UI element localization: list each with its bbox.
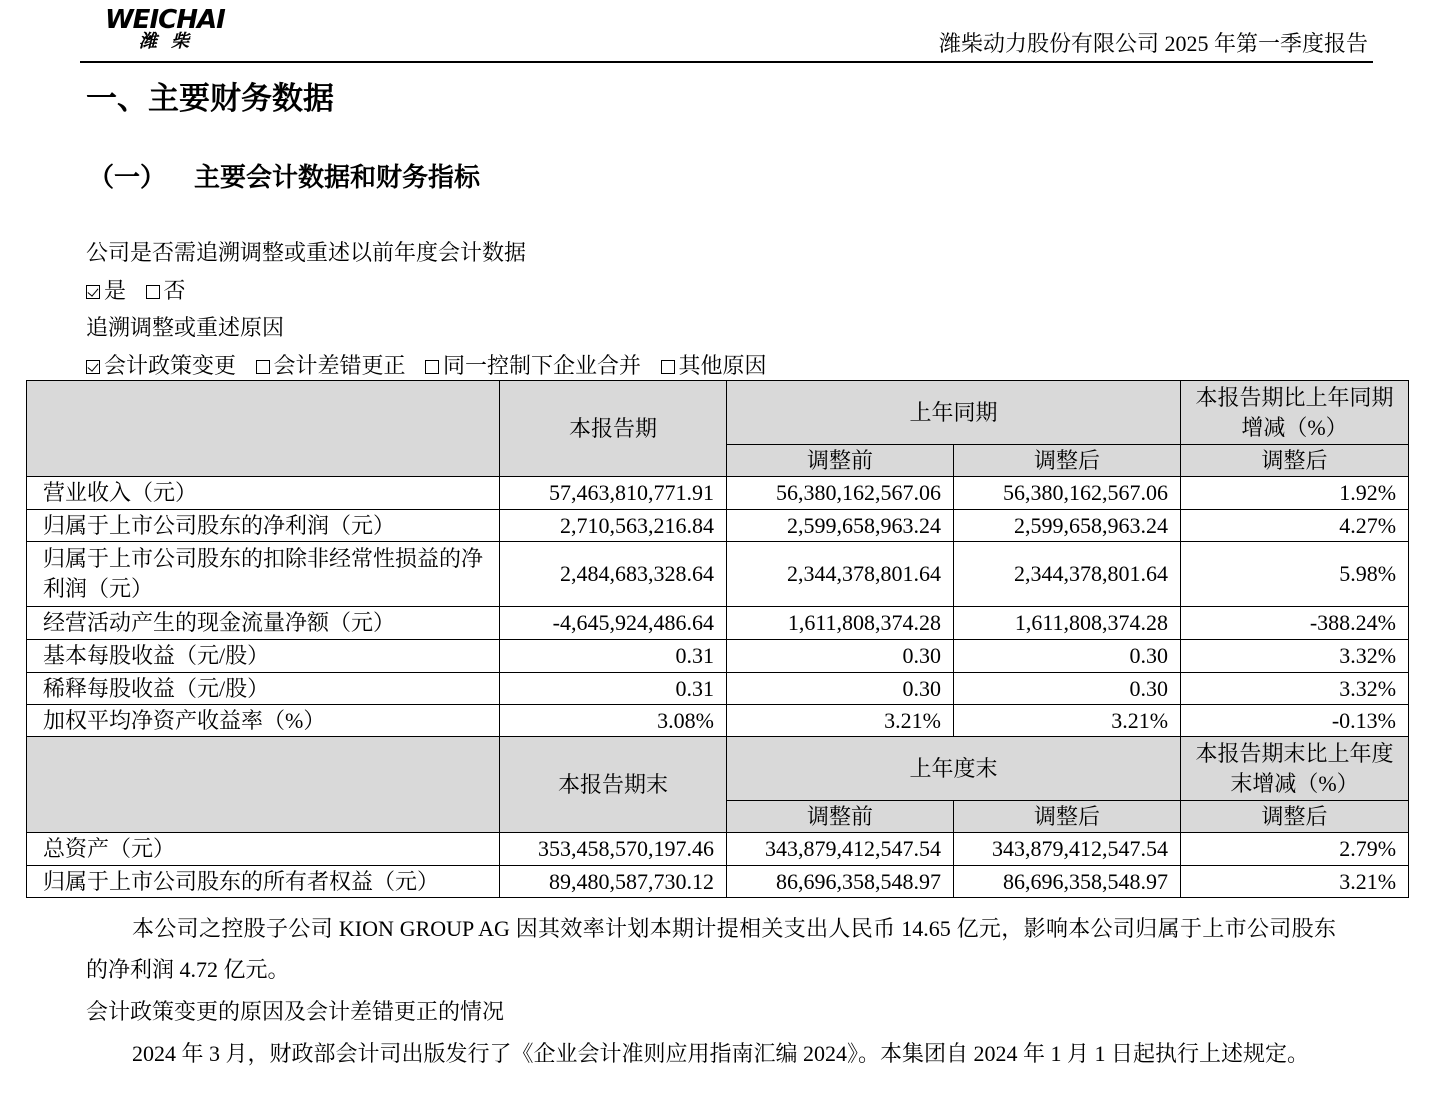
change-cell: 3.32%	[1181, 640, 1409, 673]
current-value-cell: -4,645,924,486.64	[500, 607, 727, 640]
current-value-cell: 0.31	[500, 673, 727, 705]
kion-note: 本公司之控股子公司 KION GROUP AG 因其效率计划本期计提相关支出人民币 14.65 亿元，影响本公司归属于上市公司股东的净利润 4.72 亿元。	[86, 916, 1336, 982]
year-end-rows	[27, 833, 1409, 898]
subsection-number: （一）	[88, 163, 167, 193]
yes-label: 是	[104, 278, 127, 303]
header-before-adjust: 调整前	[727, 801, 954, 833]
header-after-adjust: 调整后	[954, 801, 1181, 833]
row-label-cell: 总资产（元）	[27, 833, 500, 866]
before-adjust-cell: 2,599,658,963.24	[727, 510, 954, 542]
current-value-cell: 0.31	[500, 640, 727, 673]
reason-error-correction	[256, 353, 406, 378]
table-header-row	[27, 737, 1409, 801]
header-blank-cell	[27, 381, 500, 477]
reason-options	[86, 351, 781, 381]
after-adjust-cell: 1,611,808,374.28	[954, 607, 1181, 640]
before-adjust-cell: 3.21%	[727, 705, 954, 737]
option-no	[146, 278, 186, 303]
change-cell: 3.32%	[1181, 673, 1409, 705]
change-cell: -388.24%	[1181, 607, 1409, 640]
header-change-after: 调整后	[1181, 445, 1409, 477]
header-before-adjust: 调整前	[727, 445, 954, 477]
subsection-heading	[88, 160, 480, 196]
change-cell: 3.21%	[1181, 866, 1409, 898]
logo-chinese: 潍柴	[139, 31, 203, 52]
header-current-period: 本报告期	[500, 381, 727, 477]
current-value-cell: 2,710,563,216.84	[500, 510, 727, 542]
table-row	[27, 833, 1409, 866]
policy-change-text: 2024 年 3 月，财政部会计司出版发行了《企业会计准则应用指南汇编 2024》。本集团自 2024 年 1 月 1 日起执行上述规定。	[132, 1041, 1310, 1066]
row-label-cell: 经营活动产生的现金流量净额（元）	[27, 607, 500, 640]
reason-label: 会计差错更正	[273, 353, 406, 378]
before-adjust-cell: 1,611,808,374.28	[727, 607, 954, 640]
after-adjust-cell: 343,879,412,547.54	[954, 833, 1181, 866]
after-adjust-cell: 0.30	[954, 640, 1181, 673]
table-row	[27, 673, 1409, 705]
section-heading: 一、主要财务数据	[86, 81, 334, 117]
table-row	[27, 477, 1409, 510]
subsection-title: 主要会计数据和财务指标	[194, 163, 481, 193]
reason-checkbox	[661, 360, 675, 374]
after-adjust-cell: 2,599,658,963.24	[954, 510, 1181, 542]
row-label-cell: 营业收入（元）	[27, 477, 500, 510]
financial-data-table	[26, 380, 1409, 898]
before-adjust-cell: 86,696,358,548.97	[727, 866, 954, 898]
table-row	[27, 705, 1409, 737]
row-label-cell: 归属于上市公司股东的净利润（元）	[27, 510, 500, 542]
table-header-row	[27, 381, 1409, 445]
yes-checkbox	[86, 285, 100, 299]
change-cell: -0.13%	[1181, 705, 1409, 737]
before-adjust-cell: 343,879,412,547.54	[727, 833, 954, 866]
header-current-period-end: 本报告期末	[500, 737, 727, 833]
current-value-cell: 2,484,683,328.64	[500, 542, 727, 607]
reason-label: 会计政策变更	[104, 353, 237, 378]
row-label-cell: 稀释每股收益（元/股）	[27, 673, 500, 705]
reason-label: 同一控制下企业合并	[443, 353, 642, 378]
policy-change-title: 会计政策变更的原因及会计差错更正的情况	[86, 999, 505, 1024]
table-row	[27, 607, 1409, 640]
row-label-cell: 加权平均净资产收益率（%）	[27, 705, 500, 737]
header-change-after: 调整后	[1181, 801, 1409, 833]
reason-checkbox	[86, 360, 100, 374]
reason-other	[661, 353, 767, 378]
before-adjust-cell: 2,344,378,801.64	[727, 542, 954, 607]
after-adjust-cell: 0.30	[954, 673, 1181, 705]
table-row	[27, 866, 1409, 898]
weichai-logo	[105, 6, 265, 54]
table-row	[27, 542, 1409, 607]
restatement-question: 公司是否需追溯调整或重述以前年度会计数据	[86, 240, 527, 265]
header-blank-cell	[27, 737, 500, 833]
change-cell: 5.98%	[1181, 542, 1409, 607]
reason-checkbox	[425, 360, 439, 374]
change-cell: 1.92%	[1181, 477, 1409, 510]
table-row	[27, 640, 1409, 673]
before-adjust-cell: 0.30	[727, 640, 954, 673]
logo-wordmark: WEICHAI	[105, 5, 225, 35]
reason-common-control-merger	[425, 353, 641, 378]
header-change-year-end: 本报告期末比上年度末增减（%）	[1181, 737, 1409, 801]
current-value-cell: 353,458,570,197.46	[500, 833, 727, 866]
option-yes	[86, 278, 126, 303]
no-checkbox	[146, 285, 160, 299]
before-adjust-cell: 0.30	[727, 673, 954, 705]
period-rows	[27, 477, 1409, 737]
report-header-title: 潍柴动力股份有限公司 2025 年第一季度报告	[938, 31, 1368, 56]
header-change: 本报告期比上年同期增减（%）	[1181, 381, 1409, 445]
change-cell: 4.27%	[1181, 510, 1409, 542]
after-adjust-cell: 56,380,162,567.06	[954, 477, 1181, 510]
header-prior-year-end: 上年度末	[727, 737, 1181, 801]
current-value-cell: 57,463,810,771.91	[500, 477, 727, 510]
yes-no-options	[86, 276, 200, 306]
reason-title: 追溯调整或重述原因	[86, 315, 285, 340]
reason-policy-change	[86, 353, 236, 378]
header-prior-period: 上年同期	[727, 381, 1181, 445]
row-label-cell: 归属于上市公司股东的扣除非经常性损益的净利润（元）	[27, 542, 500, 607]
current-value-cell: 3.08%	[500, 705, 727, 737]
row-label-cell: 归属于上市公司股东的所有者权益（元）	[27, 866, 500, 898]
after-adjust-cell: 3.21%	[954, 705, 1181, 737]
before-adjust-cell: 56,380,162,567.06	[727, 477, 954, 510]
table-row	[27, 510, 1409, 542]
row-label-cell: 基本每股收益（元/股）	[27, 640, 500, 673]
after-adjust-cell: 86,696,358,548.97	[954, 866, 1181, 898]
header-after-adjust: 调整后	[954, 445, 1181, 477]
header-rule	[80, 61, 1373, 63]
after-adjust-cell: 2,344,378,801.64	[954, 542, 1181, 607]
reason-checkbox	[256, 360, 270, 374]
current-value-cell: 89,480,587,730.12	[500, 866, 727, 898]
no-label: 否	[163, 278, 186, 303]
change-cell: 2.79%	[1181, 833, 1409, 866]
reason-label: 其他原因	[678, 353, 767, 378]
